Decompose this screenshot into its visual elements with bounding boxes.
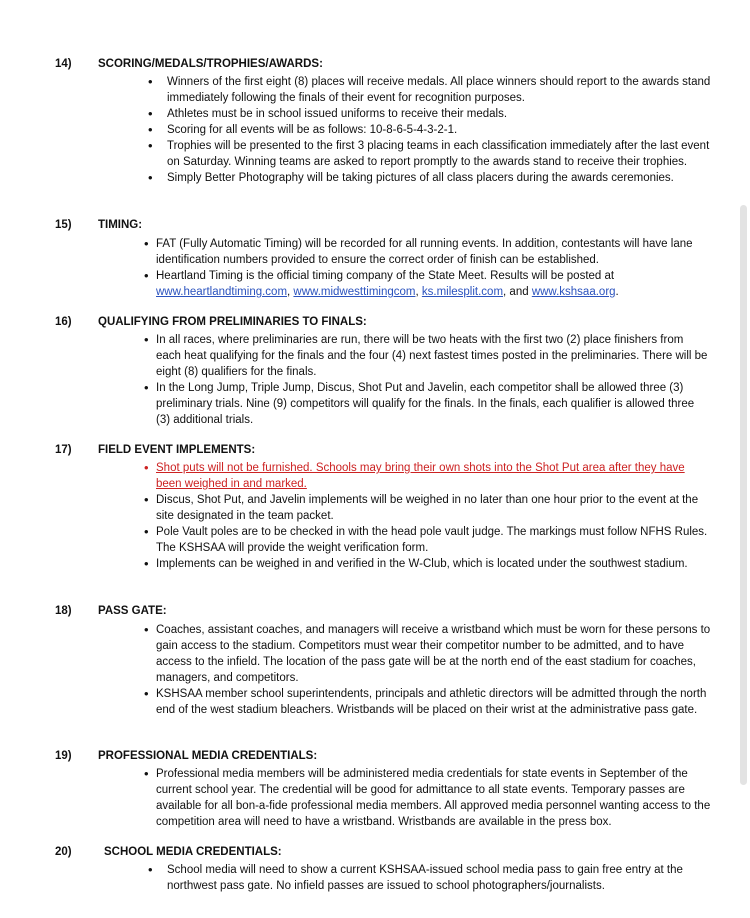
bullet-item: • Trophies will be presented to the first 3 placing teams in each classification immediately after the last event on Saturday. Winning teams are asked to report promptly to the awards stand to receive their trophies. (167, 138, 712, 170)
bullet-item: • FAT (Fully Automatic Timing) will be recorded for all running events. In addition, contestants will have lane identification numbers provided to ensure the correct order of finish can be established. (156, 236, 711, 268)
link-midwesttiming[interactable]: www.midwesttimingcom (293, 286, 416, 298)
section-number: 18) (55, 605, 72, 617)
bullet-item: • Pole Vault poles are to be checked in with the head pole vault judge. The markings must follow NFHS Rules. The KSHSAA will provide the weight verification form. (156, 524, 711, 556)
section-title: QUALIFYING FROM PRELIMINARIES TO FINALS: (98, 316, 367, 328)
section-number: 14) (55, 58, 72, 70)
section-title: PROFESSIONAL MEDIA CREDENTIALS: (98, 750, 318, 762)
section-number: 17) (55, 444, 72, 456)
separator: . (615, 286, 619, 298)
bullet-item: • Coaches, assistant coaches, and managers will receive a wristband which must be worn for these persons to gain access to the stadium. Competitors must wear their competitor number to be admitted, and to have access to the infield. The location of the pass gate will be at the north end of the east stadium for coaches, managers, and competitors. (156, 622, 711, 686)
bullet-item (156, 268, 711, 300)
scrollbar[interactable] (740, 205, 747, 785)
section-title: FIELD EVENT IMPLEMENTS: (98, 444, 256, 456)
bullet-item: • KSHSAA member school superintendents, principals and athletic directors will be admitted through the north end of the west stadium bleachers. Wristbands will be placed on their wrist at the administrative pass gate. (156, 686, 711, 718)
bullet-item: • School media will need to show a current KSHSAA-issued school media pass to gain free entry at the northwest pass gate. No infield passes are issued to school photographers/journalists. (167, 862, 712, 894)
section-title: SCORING/MEDALS/TROPHIES/AWARDS: (98, 58, 323, 70)
bullet-item: • Professional media members will be administered media credentials for state events in September of the current school year. The credential will be good for admittance to all state events. Temporary passes are available for all bon-a-fide professional media members. All approved media personnel wanting access to the competition area will need to have a wristband. Wristbands are available in the press box. (156, 766, 711, 830)
bullet-item: • Winners of the first eight (8) places will receive medals. All place winners should report to the awards stand immediately following the finals of their event for recognition purposes. (167, 74, 712, 106)
separator: , (415, 286, 422, 298)
separator: , and (503, 286, 532, 298)
section-number: 20) (55, 846, 72, 858)
bullet-item: • Discus, Shot Put, and Javelin implements will be weighed in no later than one hour prior to the event at the site designated in the team packet. (156, 492, 711, 524)
section-number: 19) (55, 750, 72, 762)
bullet-item-highlighted: • Shot puts will not be furnished. Schools may bring their own shots into the Shot Put area after they have been weighed in and marked. (156, 460, 711, 492)
bullet-item: • Simply Better Photography will be taking pictures of all class placers during the awards ceremonies. (167, 170, 712, 186)
bullet-text: Heartland Timing is the official timing company of the State Meet. Results will be posted at (156, 270, 615, 282)
bullet-item: • Athletes must be in school issued uniforms to receive their medals. (167, 106, 712, 122)
link-heartlandtiming[interactable]: www.heartlandtiming.com (156, 286, 288, 298)
bullet-item: • Scoring for all events will be as follows: 10-8-6-5-4-3-2-1. (167, 122, 712, 138)
bullet-item: • Implements can be weighed in and verified in the W-Club, which is located under the southwest stadium. (156, 556, 711, 572)
link-kshsaa[interactable]: www.kshsaa.org (531, 286, 616, 298)
link-milesplit[interactable]: ks.milesplit.com (421, 286, 504, 298)
section-title: TIMING: (98, 219, 143, 231)
section-title: PASS GATE: (98, 605, 167, 617)
bullet-item: • In all races, where preliminaries are run, there will be two heats with the first two (2) place finishers from each heat qualifying for the finals and the four (4) next fastest times posted in the preliminaries. There will be eight (8) qualifiers for the finals. (156, 332, 711, 380)
section-number: 16) (55, 316, 72, 328)
separator: , (287, 286, 294, 298)
bullet-item: • In the Long Jump, Triple Jump, Discus, Shot Put and Javelin, each competitor shall be allowed three (3) preliminary trials. Nine (9) competitors will qualify for the finals. In the finals, each qualifier is allowed three (3) additional trials. (156, 380, 711, 428)
section-number: 15) (55, 219, 72, 231)
section-title: SCHOOL MEDIA CREDENTIALS: (104, 846, 282, 858)
